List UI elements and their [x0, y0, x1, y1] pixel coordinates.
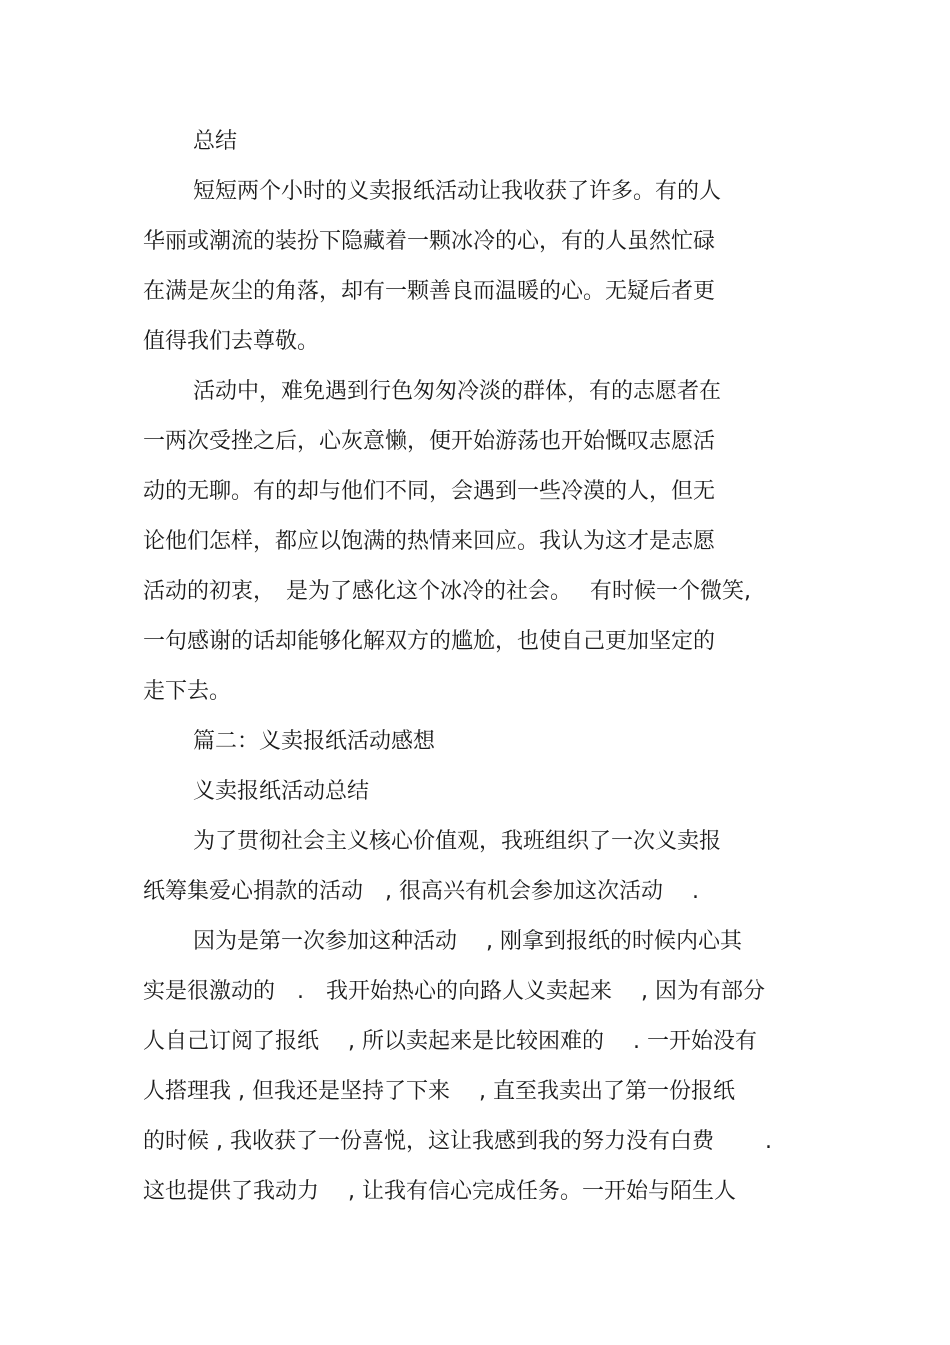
- paragraph-line: 短短两个小时的义卖报纸活动让我收获了许多。有的人: [193, 179, 722, 204]
- paragraph-line: 活动的初衷， 是为了感化这个冰冷的社会。 有时候一个微笑,: [143, 579, 751, 604]
- paragraph-line: 人自己订阅了报纸 , 所以卖起来是比较困难的 . 一开始没有: [143, 1029, 757, 1054]
- section-subheading: 义卖报纸活动总结: [193, 779, 370, 804]
- paragraph-line: 一句感谢的话却能够化解双方的尴尬，也使自己更加坚定的: [143, 629, 716, 654]
- paragraph-line: 走下去。: [143, 679, 232, 704]
- paragraph-line: 这也提供了我动力 , 让我有信心完成任务。一开始与陌生人: [143, 1179, 736, 1204]
- paragraph-line: 人搭理我 , 但我还是坚持了下来 , 直至我卖出了第一份报纸: [143, 1079, 735, 1104]
- paragraph-line: 的时候 , 我收获了一份喜悦，这让我感到我的努力没有白费 .: [143, 1129, 772, 1154]
- paragraph-line: 在满是灰尘的角落，却有一颗善良而温暖的心。无疑后者更: [143, 279, 716, 304]
- paragraph-line: 为了贯彻社会主义核心价值观，我班组织了一次义卖报: [193, 829, 722, 854]
- paragraph-line: 动的无聊。有的却与他们不同，会遇到一些冷漠的人，但无: [143, 479, 716, 504]
- paragraph-line: 值得我们去尊敬。: [143, 329, 320, 354]
- heading-summary: 总结: [193, 129, 238, 154]
- paragraph-line: 论他们怎样，都应以饱满的热情来回应。我认为这才是志愿: [143, 529, 716, 554]
- paragraph-line: 一两次受挫之后，心灰意懒，便开始游荡也开始慨叹志愿活: [143, 429, 716, 454]
- paragraph-line: 实是很激动的 . 我开始热心的向路人义卖起来 , 因为有部分: [143, 979, 765, 1004]
- paragraph-line: 活动中，难免遇到行色匆匆冷淡的群体，有的志愿者在: [193, 379, 722, 404]
- paragraph-line: 华丽或潮流的装扮下隐藏着一颗冰冷的心，有的人虽然忙碌: [143, 229, 716, 254]
- paragraph-line: 纸筹集爱心捐款的活动 , 很高兴有机会参加这次活动 .: [143, 879, 699, 904]
- paragraph-line: 因为是第一次参加这种活动 , 刚拿到报纸的时候内心其: [193, 929, 742, 954]
- section-heading: 篇二：义卖报纸活动感想: [193, 729, 436, 754]
